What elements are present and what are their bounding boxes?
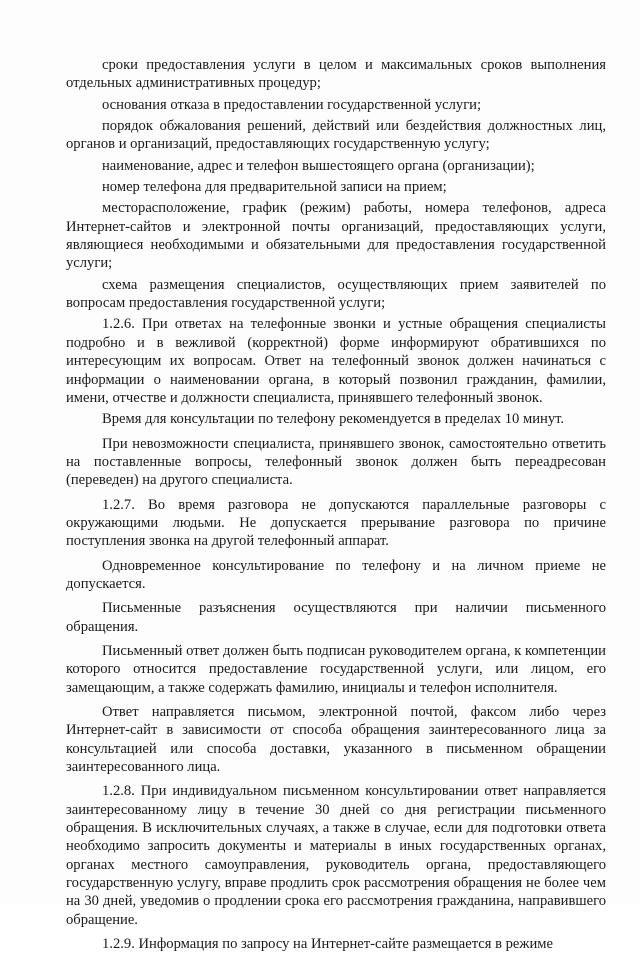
paragraph-section-1-2-9: 1.2.9. Информация по запросу на Интернет-сайте размещается в режиме <box>102 936 554 953</box>
paragraph-appeal-procedure: порядок обжалования решений, действий или бездействия должностных лиц, органов и организаций, предоставляющих государственную услугу; <box>66 118 606 153</box>
paragraph-refusal-grounds: основания отказа в предоставлении государственной услуги; <box>102 96 482 113</box>
paragraph-service-terms: сроки предоставления услуги в целом и максимальных сроков выполнения отдельных административных процедур; <box>66 57 606 92</box>
paragraph-written-explanations: Письменные разъяснения осуществляются при наличии письменного обращения. <box>66 600 606 635</box>
paragraph-written-answer: Письменный ответ должен быть подписан руководителем органа, к компетенции которого относится предоставление государственной услуги, или лицом, его замещающим, а также содержать фамилию, инициалы и телефон исполнителя. <box>66 642 606 696</box>
paragraph-higher-authority: наименование, адрес и телефон вышестоящего органа (организации); <box>102 157 535 174</box>
paragraph-section-1-2-8: 1.2.8. При индивидуальном письменном консультировании ответ направляется заинтересованному лицу в течение 30 дней со дня регистрации письменного обращения. В исключительных случаях, а также в случае, если для подготовки ответа необходимо запросить документы и материалы в иных государственных органах, органах местного самоуправления, руководитель органа, предоставляющего государственную услугу, вправе продлить срок рассмотрения обращения не более чем на 30 дней, уведомив о продлении срока его рассмотрения гражданина, направившего обращение. <box>66 783 606 928</box>
document-body <box>66 56 606 953</box>
paragraph-section-1-2-6: 1.2.6. При ответах на телефонные звонки и устные обращения специалисты подробно и в вежливой (корректной) форме информируют обратившихся по интересующим их вопросам. Ответ на телефонный звонок должен начинаться с информации о наименовании органа, в который позвонил гражданин, фамилии, имени, отчестве и должности специалиста, принявшего телефонный звонок. <box>66 316 606 406</box>
paragraph-consultation-time: Время для консультации по телефону рекомендуется в пределах 10 минут. <box>102 411 565 428</box>
paragraph-answer-delivery: Ответ направляется письмом, электронной почтой, факсом либо через Интернет-сайт в зависимости от способа обращения заинтересованного лица за консультацией или способа доставки, указанного в письменном обращении заинтересованного лица. <box>66 704 606 776</box>
paragraph-appointment-phone: номер телефона для предварительной записи на прием; <box>102 179 447 196</box>
paragraph-call-redirect: При невозможности специалиста, принявшего звонок, самостоятельно ответить на поставленные вопросы, телефонный звонок должен быть переадресован (переведен) на другого специалиста. <box>66 435 606 489</box>
paragraph-location-schedule: месторасположение, график (режим) работы, номера телефонов, адреса Интернет-сайтов и электронной почты организаций, предоставляющих услуги, являющиеся необходимыми и обязательными для предоставления государственной услуги; <box>66 200 606 272</box>
paragraph-section-1-2-7: 1.2.7. Во время разговора не допускаются параллельные разговоры с окружающими людьми. Не допускается прерывание разговора по причине поступления звонка на другой телефонный аппарат. <box>66 496 606 550</box>
paragraph-simultaneous-consulting: Одновременное консультирование по телефону и на личном приеме не допускается. <box>66 557 606 592</box>
paragraph-specialists-layout: схема размещения специалистов, осуществляющих прием заявителей по вопросам предоставления государственной услуги; <box>66 276 606 312</box>
